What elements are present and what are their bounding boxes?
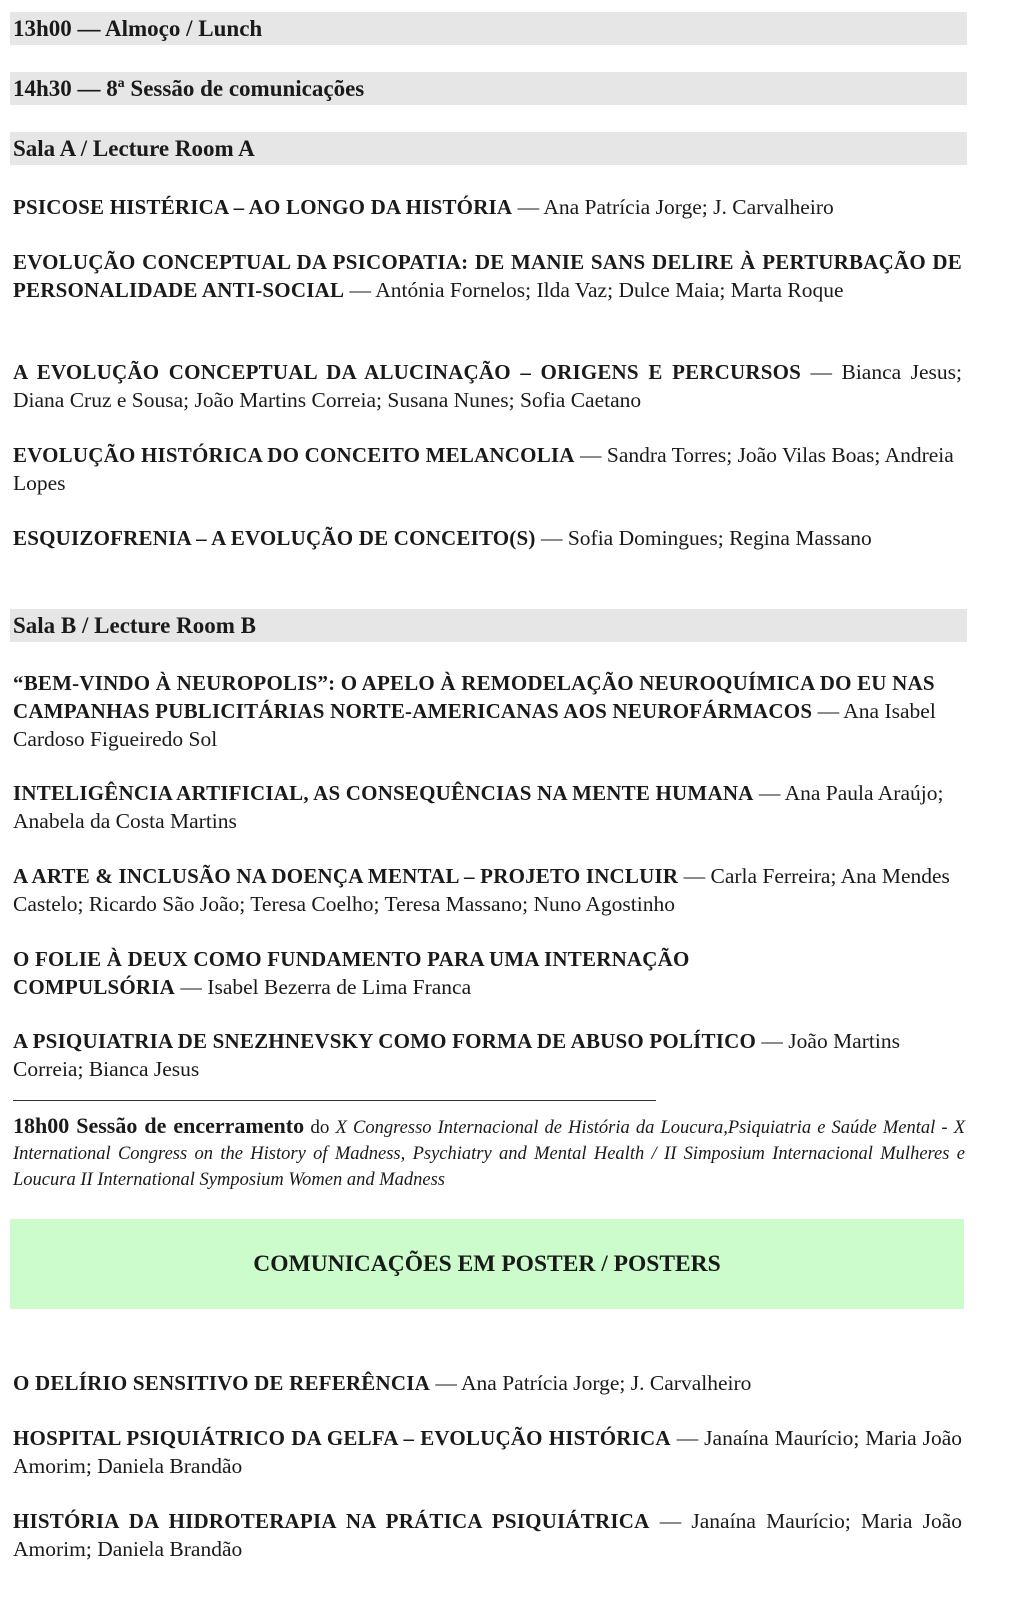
entry-authors: — Bianca Jesus; Diana Cruz e Sousa; João Martins Correia; Susana Nunes; Sofia Caetano (13, 360, 962, 412)
entry-title: PSICOSE HISTÉRICA – AO LONGO DA HISTÓRIA (13, 195, 513, 219)
room-a-entry (13, 193, 962, 221)
entry-authors: — Sandra Torres; João Vilas Boas; Andreia Lopes (13, 443, 954, 495)
entry-authors: — Ana Patrícia Jorge; J. Carvalheiro (517, 195, 834, 219)
entry-authors: — Carla Ferreira; Ana Mendes Castelo; Ricardo São João; Teresa Coelho; Teresa Massano; Nuno Agostinho (13, 864, 950, 916)
entry-authors: — Ana Paula Araújo; Anabela da Costa Martins (13, 781, 944, 833)
entry-title: EVOLUÇÃO CONCEPTUAL DA PSICOPATIA: DE MANIE SANS DELIRE À PERTURBAÇÃO DE PERSONALIDADE ANTI-SOCIAL (13, 250, 962, 302)
poster-entry (13, 1424, 962, 1480)
posters-heading: COMUNICAÇÕES EM POSTER / POSTERS (10, 1219, 964, 1309)
session-header: 14h30 — 8ª Sessão de comunicações (10, 72, 967, 105)
room-b-entry (13, 1027, 962, 1083)
entry-authors: — Ana Isabel Cardoso Figueiredo Sol (13, 699, 936, 751)
entry-title: A EVOLUÇÃO CONCEPTUAL DA ALUCINAÇÃO – ORIGENS E PERCURSOS (13, 360, 802, 384)
room-b-header: Sala B / Lecture Room B (10, 609, 967, 642)
entry-authors: — João Martins Correia; Bianca Jesus (13, 1029, 900, 1081)
entry-title: EVOLUÇÃO HISTÓRICA DO CONCEITO MELANCOLIA (13, 443, 575, 467)
room-a-entry (13, 248, 962, 304)
poster-entry (13, 1507, 962, 1563)
entry-authors: — Ana Patrícia Jorge; J. Carvalheiro (435, 1371, 752, 1395)
divider (13, 1100, 656, 1101)
entry-title: HOSPITAL PSIQUIÁTRICO DA GELFA – EVOLUÇÃO HISTÓRICA (13, 1426, 671, 1450)
entry-title: “BEM-VINDO À NEUROPOLIS”: O APELO À REMODELAÇÃO NEUROQUÍMICA DO EU NAS CAMPANHAS PUBLICITÁRIAS NORTE-AMERICANAS AOS NEUROFÁRMACOS (13, 671, 935, 723)
entry-title: ESQUIZOFRENIA – A EVOLUÇÃO DE CONCEITO(S) (13, 526, 536, 550)
room-a-header: Sala A / Lecture Room A (10, 132, 967, 165)
room-b-entry (13, 945, 813, 1001)
entry-authors: — Isabel Bezerra de Lima Franca (180, 975, 472, 999)
room-a-entry (13, 524, 962, 552)
entry-title: HISTÓRIA DA HIDROTERAPIA NA PRÁTICA PSIQUIÁTRICA (13, 1509, 650, 1533)
closing-congress-name: X Congresso Internacional de História da Loucura,Psiquiatria e Saúde Mental - X International Congress on the History of Madness, Psychiatry and Mental Health / II Simposium Internacional Mulheres e Loucura II International Symposium Women and Madness (13, 1118, 966, 1190)
closing-title: 18h00 Sessão de encerramento (13, 1113, 305, 1138)
entry-title: O DELÍRIO SENSITIVO DE REFERÊNCIA (13, 1371, 430, 1395)
entry-authors: — Antónia Fornelos; Ilda Vaz; Dulce Maia; Marta Roque (349, 278, 844, 302)
room-b-entry (13, 862, 962, 918)
entry-title: A ARTE & INCLUSÃO NA DOENÇA MENTAL – PROJETO INCLUIR (13, 864, 679, 888)
closing-connector: do (310, 1117, 330, 1138)
room-b-entry (13, 779, 962, 835)
poster-entry (13, 1369, 962, 1397)
room-b-entry (13, 669, 962, 753)
room-a-entry (13, 358, 962, 414)
entry-title: INTELIGÊNCIA ARTIFICIAL, AS CONSEQUÊNCIAS NA MENTE HUMANA (13, 781, 754, 805)
entry-title: A PSIQUIATRIA DE SNEZHNEVSKY COMO FORMA DE ABUSO POLÍTICO (13, 1029, 757, 1053)
closing-session (13, 1113, 965, 1193)
lunch-header: 13h00 — Almoço / Lunch (10, 12, 967, 45)
room-a-entry (13, 441, 962, 497)
entry-title: O FOLIE À DEUX COMO FUNDAMENTO PARA UMA INTERNAÇÃO COMPULSÓRIA (13, 947, 690, 999)
entry-authors: — Janaína Maurício; Maria João Amorim; Daniela Brandão (13, 1426, 963, 1478)
entry-authors: — Janaína Maurício; Maria João Amorim; Daniela Brandão (13, 1509, 963, 1561)
entry-authors: — Sofia Domingues; Regina Massano (540, 526, 872, 550)
